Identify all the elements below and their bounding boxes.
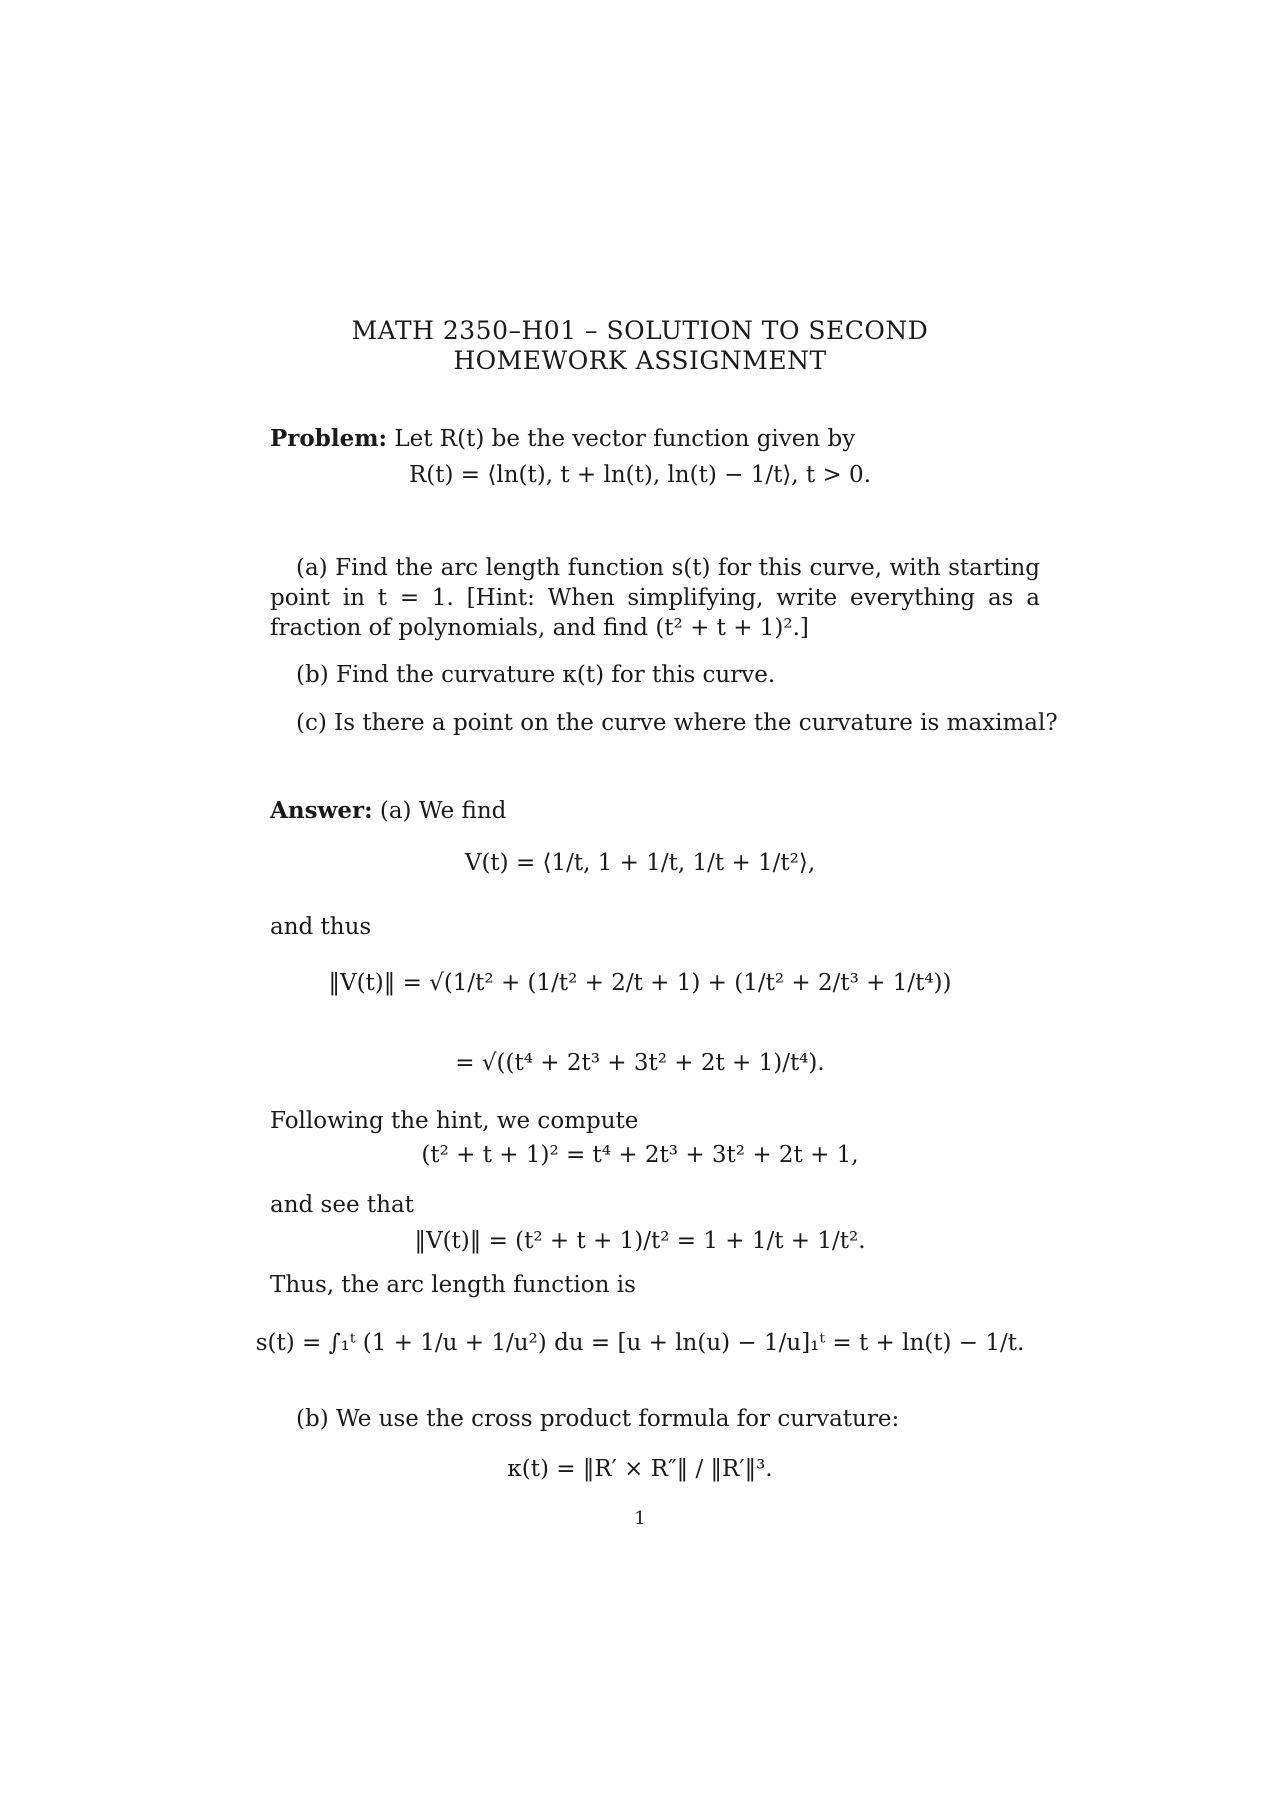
title-line-1: MATH 2350–H01 – SOLUTION TO SECOND [351,316,929,345]
norm-simplified: ‖V(t)‖ = (t² + t + 1)/t² = 1 + 1/t + 1/t². [414,1228,866,1254]
vector-definition: R(t) = ⟨ln(t), t + ln(t), ln(t) − 1/t⟩, t > 0. [408,462,872,488]
answer-label: Answer: [270,797,373,824]
square-expansion: (t² + t + 1)² = t⁴ + 2t³ + 3t² + 2t + 1, [421,1142,859,1168]
arc-length-equation: s(t) = ∫₁ᵗ (1 + 1/u + 1/u²) du = [u + ln(u) − 1/u]₁ᵗ = t + ln(t) − 1/t. [255,1330,1025,1356]
problem-part-a: (a) Find the arc length function s(t) for this curve, with starting point in t = 1. [Hint: When simplifying, write everything as a fraction of polynomials, and find (t² + t + 1)².] [270,555,1040,641]
and-thus-text: and thus [270,914,372,940]
problem-part-c: (c) Is there a point on the curve where the curvature is maximal? [296,710,1058,736]
problem-intro [270,424,855,454]
problem-label: Problem: [270,425,388,452]
answer-part-b: (b) We use the cross product formula for curvature: [296,1406,900,1432]
page-number: 1 [634,1508,646,1529]
norm-equation-line-1: ‖V(t)‖ = √(1/t² + (1/t² + 2/t + 1) + (1/t² + 2/t³ + 1/t⁴)) [328,970,952,996]
thus-text: Thus, the arc length function is [270,1272,636,1298]
answer-intro-text: (a) We find [379,798,507,824]
problem-intro-text: Let R(t) be the vector function given by [394,426,856,452]
see-that-text: and see that [270,1192,414,1218]
problem-part-b: (b) Find the curvature κ(t) for this curve. [296,662,776,688]
following-hint-text: Following the hint, we compute [270,1108,639,1134]
velocity-equation: V(t) = ⟨1/t, 1 + 1/t, 1/t + 1/t²⟩, [464,850,816,876]
norm-equation-line-2: = √((t⁴ + 2t³ + 3t² + 2t + 1)/t⁴). [455,1050,825,1076]
title-line-2: HOMEWORK ASSIGNMENT [453,346,827,375]
answer-intro [270,796,506,826]
curvature-formula: κ(t) = ‖R′ × R″‖ / ‖R′‖³. [507,1456,773,1482]
